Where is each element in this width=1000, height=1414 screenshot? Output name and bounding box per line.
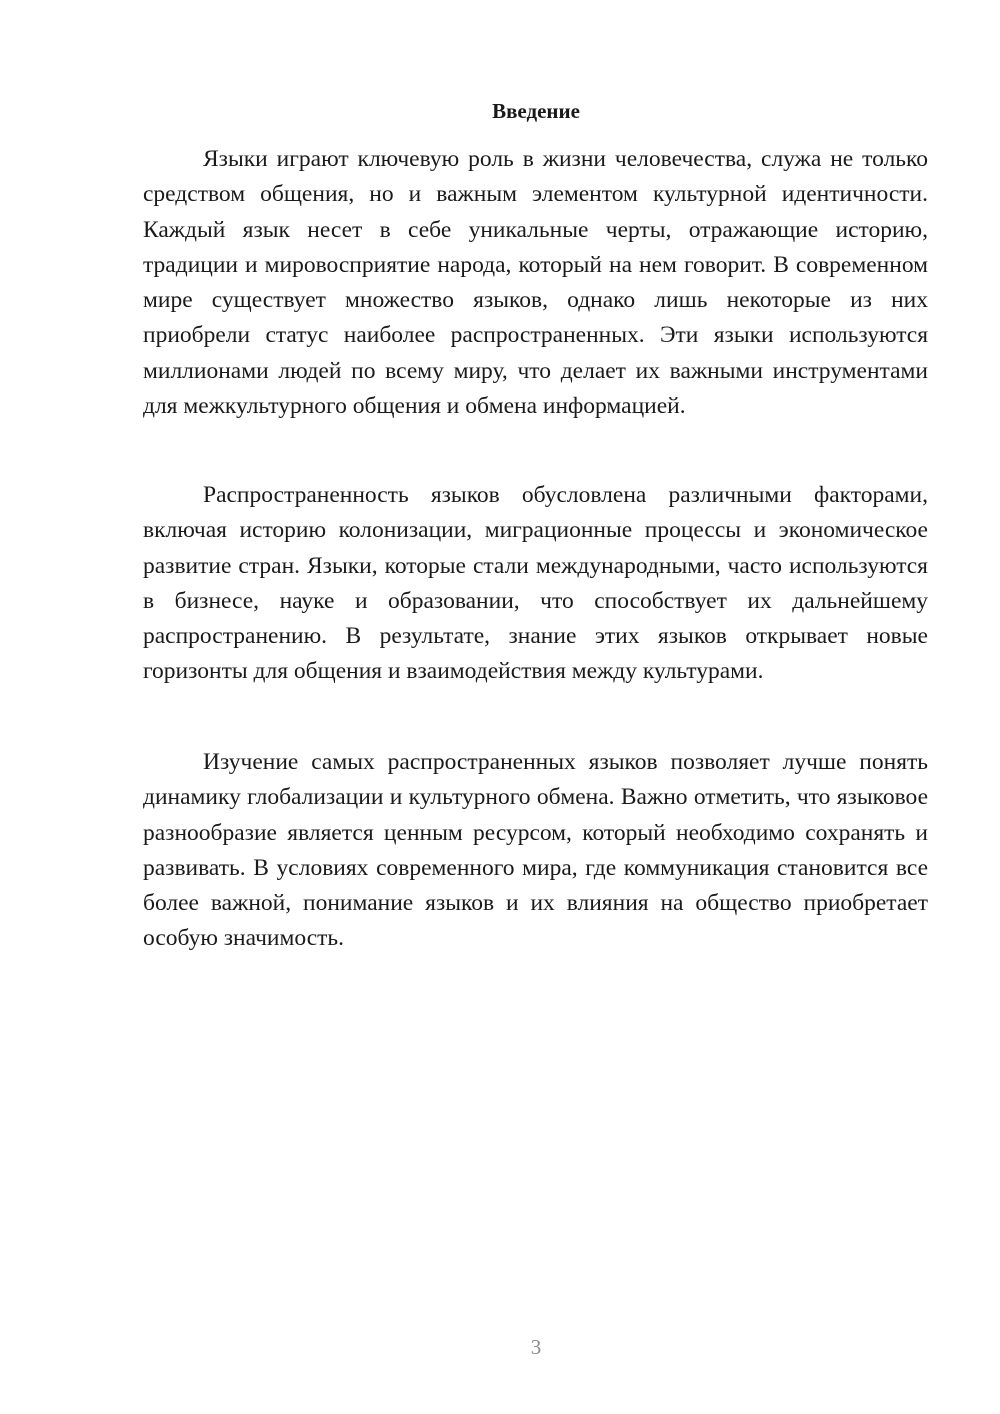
body-paragraph: Изучение самых распространенных языков позволяет лучше понять динамику глобализации и культурного обмена. Важно отметить, что языковое разнообразие является ценным ресурсом, который необходимо сохранять и развивать. В условиях современного мира, где коммуникация становится все более важной, понимание языков и их влияния на общество приобретает особую значимость. xyxy=(143,749,928,952)
section-heading: Введение xyxy=(492,99,580,123)
body-paragraph: Языки играют ключевую роль в жизни человечества, служа не только средством общения, но и важным элементом культурной идентичности. Каждый язык несет в себе уникальные черты, отражающие историю, традиции и мировосприятие народа, который на нем говорит. В современном мире существует множество языков, однако лишь некоторые из них приобрели статус наиболее распространенных. Эти языки используются миллионами людей по всему миру, что делает их важными инструментами для межкультурного общения и обмена информацией. xyxy=(143,146,928,420)
page-number: 3 xyxy=(530,1335,542,1359)
body-paragraph: Распространенность языков обусловлена различными факторами, включая историю колонизации, миграционные процессы и экономическое развитие стран. Языки, которые стали международными, часто используются в бизнесе, науке и образовании, что способствует их дальнейшему распространению. В результате, знание этих языков открывает новые горизонты для общения и взаимодействия между культурами. xyxy=(143,482,928,685)
